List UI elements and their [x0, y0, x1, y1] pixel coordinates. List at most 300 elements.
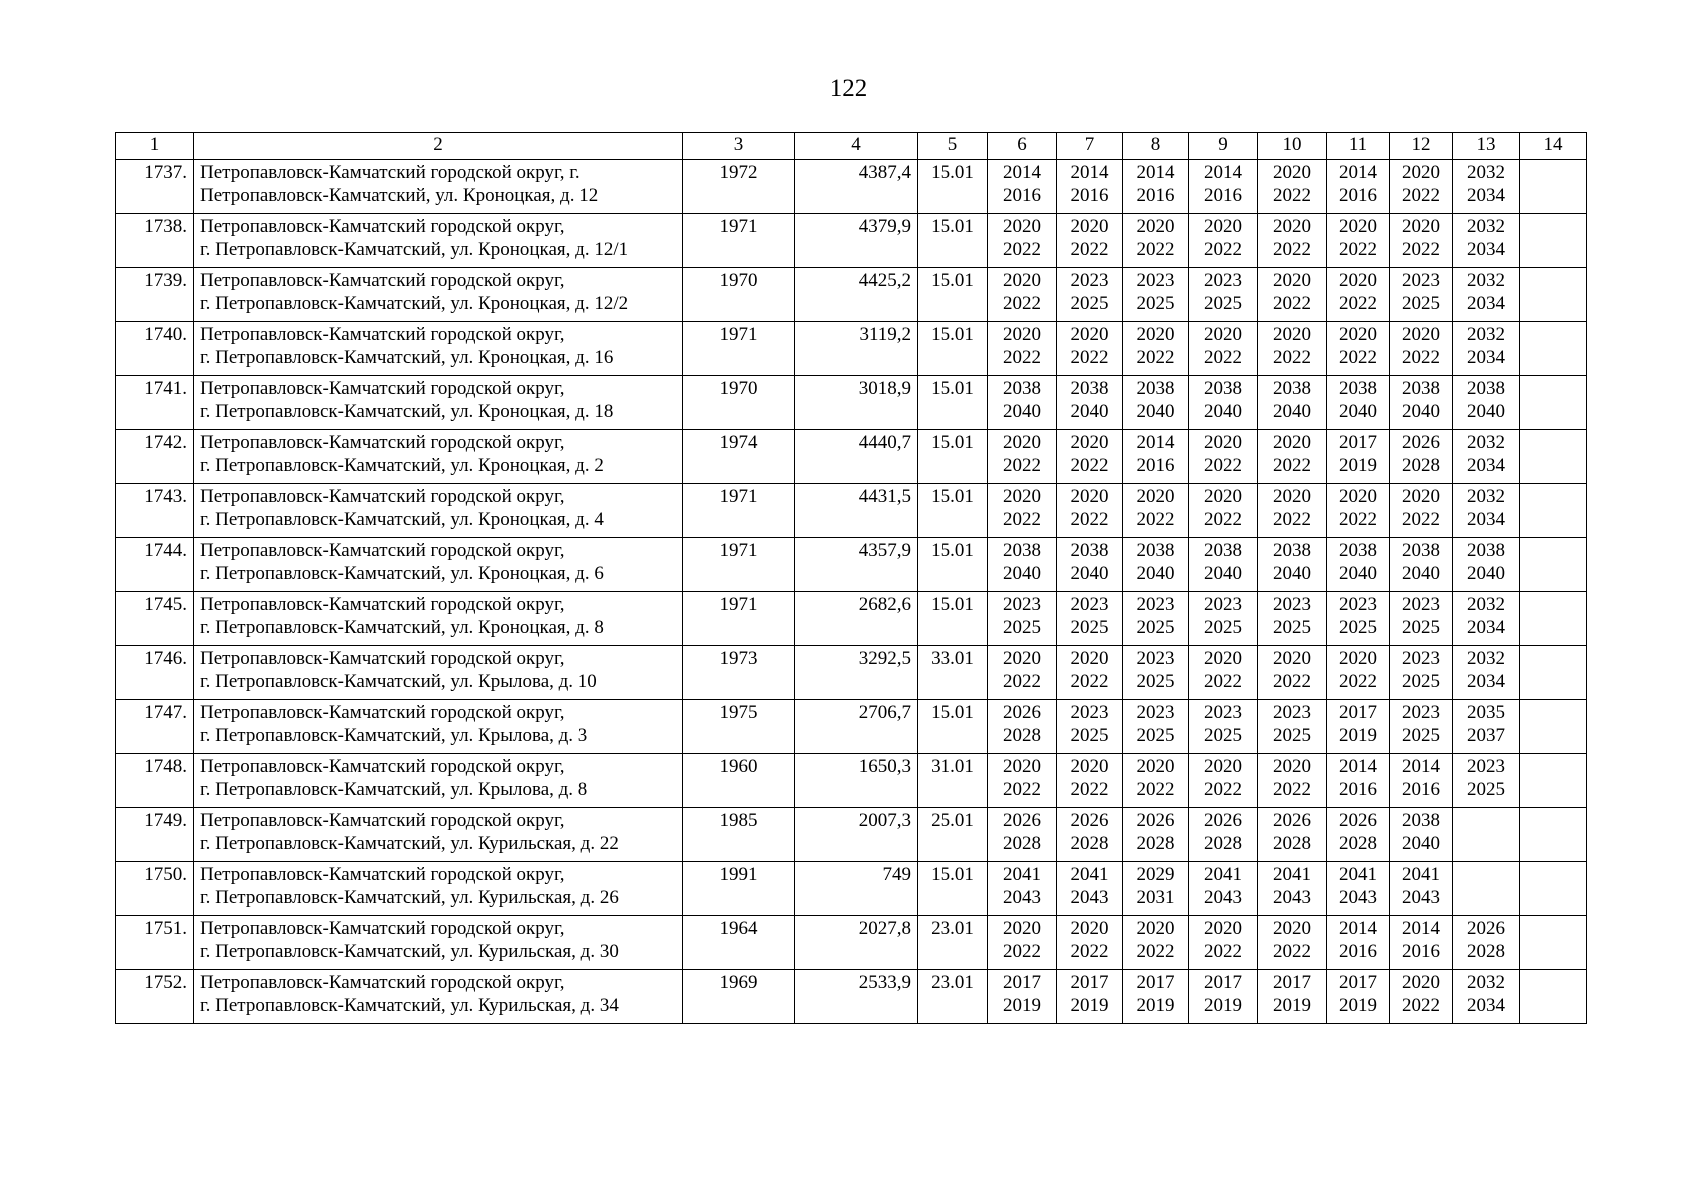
row-number: 1740. — [116, 322, 194, 376]
period-end: 2040 — [1204, 563, 1242, 584]
period-end: 2016 — [1339, 779, 1377, 800]
period-start: 2023 — [1402, 594, 1440, 615]
period-cell-7 — [1057, 322, 1123, 376]
period-end: 2040 — [1402, 563, 1440, 584]
period-cell-12 — [1390, 970, 1453, 1024]
period-cell-12 — [1390, 268, 1453, 322]
period-cell-13 — [1453, 916, 1520, 970]
period-cell-6 — [988, 970, 1057, 1024]
area: 2533,9 — [795, 970, 918, 1024]
area: 3119,2 — [795, 322, 918, 376]
period-cell-6 — [988, 484, 1057, 538]
period-start: 2020 — [1339, 270, 1377, 291]
period-end: 2022 — [1070, 671, 1109, 692]
code: 15.01 — [918, 268, 988, 322]
address-cell — [194, 808, 683, 862]
period-cell-6 — [988, 322, 1057, 376]
period-start: 2020 — [1273, 648, 1311, 669]
period-end: 2028 — [1339, 833, 1377, 854]
table-row — [116, 268, 1587, 322]
period-start: 2032 — [1467, 432, 1505, 453]
period-cell-13 — [1453, 268, 1520, 322]
period-cell-9 — [1189, 376, 1258, 430]
column-header-2: 2 — [194, 133, 683, 160]
address-line-2: Петропавловск-Камчатский, ул. Кроноцкая, д. 12 — [200, 185, 599, 206]
period-start: 2023 — [1273, 594, 1311, 615]
period-start: 2020 — [1204, 486, 1242, 507]
period-start: 2038 — [1070, 540, 1109, 561]
period-cell-11 — [1327, 592, 1390, 646]
period-end: 2025 — [1402, 671, 1440, 692]
period-start: 2020 — [1204, 756, 1242, 777]
period-cell-9 — [1189, 322, 1258, 376]
period-end: 2040 — [1136, 563, 1175, 584]
period-cell-13 — [1453, 970, 1520, 1024]
row-number: 1752. — [116, 970, 194, 1024]
period-end: 2022 — [1402, 995, 1440, 1016]
period-start: 2023 — [1070, 270, 1109, 291]
build-year: 1972 — [683, 160, 795, 214]
period-start: 2020 — [1003, 216, 1041, 237]
table-row — [116, 376, 1587, 430]
period-cell-14 — [1520, 646, 1587, 700]
period-start: 2038 — [1136, 540, 1175, 561]
period-end: 2043 — [1339, 887, 1377, 908]
row-number: 1738. — [116, 214, 194, 268]
period-start: 2020 — [1402, 216, 1440, 237]
period-cell-9 — [1189, 916, 1258, 970]
period-end: 2043 — [1273, 887, 1311, 908]
period-cell-12 — [1390, 700, 1453, 754]
period-end: 2025 — [1070, 617, 1109, 638]
period-cell-10 — [1258, 754, 1327, 808]
period-end: 2043 — [1402, 887, 1440, 908]
period-start: 2023 — [1339, 594, 1377, 615]
period-start: 2020 — [1003, 648, 1041, 669]
period-end: 2022 — [1003, 509, 1041, 530]
period-start: 2017 — [1136, 972, 1175, 993]
build-year: 1973 — [683, 646, 795, 700]
period-end: 2022 — [1003, 671, 1041, 692]
area: 3292,5 — [795, 646, 918, 700]
period-end: 2025 — [1070, 725, 1109, 746]
period-cell-11 — [1327, 862, 1390, 916]
period-end: 2040 — [1467, 563, 1505, 584]
period-cell-9 — [1189, 646, 1258, 700]
address-line-2: г. Петропавловск-Камчатский, ул. Кроноцкая, д. 12/1 — [200, 239, 629, 260]
row-number: 1743. — [116, 484, 194, 538]
period-end: 2016 — [1339, 941, 1377, 962]
row-number: 1749. — [116, 808, 194, 862]
period-cell-11 — [1327, 322, 1390, 376]
code: 15.01 — [918, 862, 988, 916]
area: 749 — [795, 862, 918, 916]
code: 31.01 — [918, 754, 988, 808]
period-cell-14 — [1520, 538, 1587, 592]
period-end: 2040 — [1070, 401, 1109, 422]
period-start: 2038 — [1467, 378, 1505, 399]
period-cell-9 — [1189, 754, 1258, 808]
address-line-2: г. Петропавловск-Камчатский, ул. Крылова, д. 10 — [200, 671, 597, 692]
period-cell-9 — [1189, 700, 1258, 754]
period-start: 2020 — [1003, 432, 1041, 453]
table-body — [116, 160, 1587, 1024]
build-year: 1974 — [683, 430, 795, 484]
period-start: 2020 — [1402, 162, 1440, 183]
period-end: 2022 — [1136, 347, 1175, 368]
period-end: 2034 — [1467, 185, 1505, 206]
period-cell-6 — [988, 862, 1057, 916]
period-cell-12 — [1390, 862, 1453, 916]
period-cell-10 — [1258, 214, 1327, 268]
period-start: 2020 — [1003, 486, 1041, 507]
period-start: 2014 — [1402, 756, 1440, 777]
period-cell-6 — [988, 808, 1057, 862]
column-header-5: 5 — [918, 133, 988, 160]
period-cell-10 — [1258, 592, 1327, 646]
build-year: 1970 — [683, 268, 795, 322]
registry-table — [115, 132, 1587, 1024]
period-cell-10 — [1258, 484, 1327, 538]
period-end: 2022 — [1273, 509, 1311, 530]
period-cell-12 — [1390, 214, 1453, 268]
period-end: 2043 — [1204, 887, 1242, 908]
column-header-13: 13 — [1453, 133, 1520, 160]
period-start: 2038 — [1273, 540, 1311, 561]
period-end: 2022 — [1339, 671, 1377, 692]
period-cell-7 — [1057, 646, 1123, 700]
code: 15.01 — [918, 322, 988, 376]
period-start: 2017 — [1273, 972, 1311, 993]
period-cell-12 — [1390, 808, 1453, 862]
period-end: 2019 — [1204, 995, 1242, 1016]
period-start: 2038 — [1003, 540, 1041, 561]
period-cell-7 — [1057, 214, 1123, 268]
period-start: 2032 — [1467, 216, 1505, 237]
period-cell-6 — [988, 376, 1057, 430]
period-end: 2034 — [1467, 995, 1505, 1016]
period-start: 2020 — [1273, 918, 1311, 939]
period-cell-10 — [1258, 322, 1327, 376]
period-cell-7 — [1057, 862, 1123, 916]
address-line-2: г. Петропавловск-Камчатский, ул. Кроноцкая, д. 12/2 — [200, 293, 629, 314]
period-cell-9 — [1189, 160, 1258, 214]
period-end: 2016 — [1003, 185, 1041, 206]
period-start: 2035 — [1467, 702, 1505, 723]
code: 15.01 — [918, 538, 988, 592]
table-row — [116, 484, 1587, 538]
row-number: 1748. — [116, 754, 194, 808]
period-cell-10 — [1258, 376, 1327, 430]
column-header-4: 4 — [795, 133, 918, 160]
period-start: 2029 — [1136, 864, 1175, 885]
period-cell-9 — [1189, 970, 1258, 1024]
address-line-2: г. Петропавловск-Камчатский, ул. Кроноцкая, д. 6 — [200, 563, 604, 584]
period-cell-8 — [1123, 592, 1189, 646]
period-start: 2023 — [1204, 594, 1242, 615]
period-end: 2025 — [1273, 725, 1311, 746]
period-cell-7 — [1057, 484, 1123, 538]
address-line-1: Петропавловск-Камчатский городской округ, — [200, 810, 565, 831]
period-start: 2014 — [1339, 756, 1377, 777]
period-start: 2038 — [1467, 540, 1505, 561]
period-cell-8 — [1123, 376, 1189, 430]
period-end: 2022 — [1136, 941, 1175, 962]
period-start: 2032 — [1467, 972, 1505, 993]
build-year: 1975 — [683, 700, 795, 754]
period-end: 2022 — [1402, 185, 1440, 206]
period-cell-9 — [1189, 214, 1258, 268]
period-start: 2023 — [1070, 594, 1109, 615]
period-cell-6 — [988, 214, 1057, 268]
period-end: 2022 — [1003, 779, 1041, 800]
period-cell-11 — [1327, 700, 1390, 754]
column-header-9: 9 — [1189, 133, 1258, 160]
area: 2706,7 — [795, 700, 918, 754]
period-start: 2020 — [1136, 756, 1175, 777]
period-end: 2019 — [1339, 725, 1377, 746]
address-cell — [194, 322, 683, 376]
period-end: 2028 — [1467, 941, 1505, 962]
build-year: 1971 — [683, 592, 795, 646]
period-end: 2040 — [1273, 401, 1311, 422]
address-line-1: Петропавловск-Камчатский городской округ, — [200, 702, 565, 723]
period-cell-6 — [988, 160, 1057, 214]
address-cell — [194, 592, 683, 646]
row-number: 1746. — [116, 646, 194, 700]
address-line-1: Петропавловск-Камчатский городской округ, — [200, 378, 565, 399]
period-cell-11 — [1327, 538, 1390, 592]
period-start: 2020 — [1273, 486, 1311, 507]
period-start: 2023 — [1402, 648, 1440, 669]
code: 23.01 — [918, 970, 988, 1024]
period-cell-13 — [1453, 808, 1520, 862]
period-start: 2032 — [1467, 594, 1505, 615]
area: 2027,8 — [795, 916, 918, 970]
build-year: 1964 — [683, 916, 795, 970]
area: 4440,7 — [795, 430, 918, 484]
period-start: 2038 — [1339, 540, 1377, 561]
code: 15.01 — [918, 376, 988, 430]
address-cell — [194, 268, 683, 322]
period-cell-10 — [1258, 160, 1327, 214]
period-start: 2038 — [1204, 378, 1242, 399]
code: 15.01 — [918, 430, 988, 484]
period-cell-8 — [1123, 646, 1189, 700]
table-row — [116, 700, 1587, 754]
period-cell-14 — [1520, 484, 1587, 538]
period-cell-6 — [988, 538, 1057, 592]
period-cell-13 — [1453, 484, 1520, 538]
period-start: 2020 — [1003, 918, 1041, 939]
period-end: 2022 — [1136, 779, 1175, 800]
period-end: 2028 — [1070, 833, 1109, 854]
period-end: 2022 — [1402, 239, 1440, 260]
period-cell-11 — [1327, 214, 1390, 268]
address-line-2: г. Петропавловск-Камчатский, ул. Курильская, д. 22 — [200, 833, 619, 854]
build-year: 1971 — [683, 484, 795, 538]
period-cell-9 — [1189, 862, 1258, 916]
table-row — [116, 808, 1587, 862]
address-cell — [194, 376, 683, 430]
period-end: 2025 — [1136, 725, 1175, 746]
period-end: 2019 — [1136, 995, 1175, 1016]
period-cell-7 — [1057, 916, 1123, 970]
address-line-1: Петропавловск-Камчатский городской округ, — [200, 540, 565, 561]
period-start: 2023 — [1273, 702, 1311, 723]
table-row — [116, 214, 1587, 268]
period-end: 2022 — [1003, 293, 1041, 314]
period-start: 2038 — [1339, 378, 1377, 399]
period-end: 2040 — [1339, 563, 1377, 584]
period-start: 2038 — [1402, 378, 1440, 399]
build-year: 1971 — [683, 214, 795, 268]
period-cell-11 — [1327, 268, 1390, 322]
table-row — [116, 970, 1587, 1024]
period-end: 2022 — [1204, 941, 1242, 962]
period-start: 2017 — [1339, 972, 1377, 993]
address-line-1: Петропавловск-Камчатский городской округ, г. — [200, 162, 580, 183]
build-year: 1960 — [683, 754, 795, 808]
period-end: 2034 — [1467, 509, 1505, 530]
period-end: 2022 — [1003, 347, 1041, 368]
period-end: 2022 — [1204, 455, 1242, 476]
period-start: 2020 — [1273, 324, 1311, 345]
build-year: 1971 — [683, 322, 795, 376]
period-end: 2022 — [1339, 347, 1377, 368]
period-cell-10 — [1258, 970, 1327, 1024]
build-year: 1970 — [683, 376, 795, 430]
period-start: 2038 — [1273, 378, 1311, 399]
period-start: 2026 — [1339, 810, 1377, 831]
period-cell-14 — [1520, 862, 1587, 916]
period-start: 2023 — [1136, 702, 1175, 723]
period-cell-13 — [1453, 538, 1520, 592]
period-start: 2020 — [1273, 432, 1311, 453]
period-end: 2022 — [1070, 455, 1109, 476]
address-cell — [194, 916, 683, 970]
address-cell — [194, 754, 683, 808]
period-start: 2023 — [1070, 702, 1109, 723]
period-start: 2020 — [1402, 486, 1440, 507]
period-end: 2040 — [1402, 401, 1440, 422]
period-cell-13 — [1453, 700, 1520, 754]
table-row — [116, 646, 1587, 700]
period-cell-6 — [988, 700, 1057, 754]
period-end: 2022 — [1273, 455, 1311, 476]
period-start: 2020 — [1070, 432, 1109, 453]
period-end: 2025 — [1003, 617, 1041, 638]
period-end: 2025 — [1273, 617, 1311, 638]
code: 15.01 — [918, 214, 988, 268]
column-header-1: 1 — [116, 133, 194, 160]
period-cell-9 — [1189, 592, 1258, 646]
address-line-1: Петропавловск-Камчатский городской округ, — [200, 594, 565, 615]
period-cell-8 — [1123, 268, 1189, 322]
period-cell-9 — [1189, 484, 1258, 538]
period-end: 2025 — [1136, 617, 1175, 638]
period-end: 2022 — [1136, 509, 1175, 530]
period-end: 2025 — [1339, 617, 1377, 638]
period-cell-8 — [1123, 916, 1189, 970]
period-cell-14 — [1520, 970, 1587, 1024]
period-start: 2020 — [1136, 918, 1175, 939]
period-end: 2022 — [1402, 347, 1440, 368]
period-cell-8 — [1123, 754, 1189, 808]
period-start: 2014 — [1003, 162, 1041, 183]
period-cell-13 — [1453, 214, 1520, 268]
period-end: 2022 — [1273, 941, 1311, 962]
period-end: 2022 — [1070, 347, 1109, 368]
period-cell-6 — [988, 592, 1057, 646]
period-start: 2038 — [1402, 810, 1440, 831]
period-cell-12 — [1390, 376, 1453, 430]
period-cell-8 — [1123, 808, 1189, 862]
period-cell-7 — [1057, 700, 1123, 754]
period-end: 2022 — [1070, 779, 1109, 800]
address-line-1: Петропавловск-Камчатский городской округ, — [200, 486, 565, 507]
period-end: 2022 — [1339, 239, 1377, 260]
address-line-1: Петропавловск-Камчатский городской округ, — [200, 918, 565, 939]
period-cell-12 — [1390, 322, 1453, 376]
period-end: 2040 — [1003, 401, 1041, 422]
period-cell-8 — [1123, 430, 1189, 484]
period-cell-12 — [1390, 646, 1453, 700]
period-end: 2022 — [1070, 239, 1109, 260]
period-start: 2026 — [1402, 432, 1440, 453]
period-end: 2022 — [1204, 347, 1242, 368]
period-end: 2022 — [1402, 509, 1440, 530]
row-number: 1739. — [116, 268, 194, 322]
address-cell — [194, 160, 683, 214]
period-cell-7 — [1057, 538, 1123, 592]
row-number: 1744. — [116, 538, 194, 592]
period-start: 2041 — [1273, 864, 1311, 885]
address-line-2: г. Петропавловск-Камчатский, ул. Кроноцкая, д. 2 — [200, 455, 604, 476]
period-cell-12 — [1390, 754, 1453, 808]
period-cell-7 — [1057, 754, 1123, 808]
period-start: 2032 — [1467, 270, 1505, 291]
period-cell-12 — [1390, 484, 1453, 538]
period-cell-14 — [1520, 916, 1587, 970]
period-start: 2014 — [1339, 162, 1377, 183]
period-start: 2020 — [1003, 324, 1041, 345]
table-row — [116, 160, 1587, 214]
period-start: 2026 — [1070, 810, 1109, 831]
period-start: 2014 — [1402, 918, 1440, 939]
column-header-7: 7 — [1057, 133, 1123, 160]
table-row — [116, 592, 1587, 646]
period-cell-10 — [1258, 862, 1327, 916]
address-line-1: Петропавловск-Камчатский городской округ, — [200, 216, 565, 237]
address-line-1: Петропавловск-Камчатский городской округ, — [200, 648, 565, 669]
period-start: 2014 — [1136, 162, 1175, 183]
period-end: 2028 — [1204, 833, 1242, 854]
period-start: 2020 — [1070, 756, 1109, 777]
period-cell-13 — [1453, 862, 1520, 916]
period-cell-12 — [1390, 592, 1453, 646]
column-header-6: 6 — [988, 133, 1057, 160]
period-cell-7 — [1057, 160, 1123, 214]
period-cell-11 — [1327, 484, 1390, 538]
period-cell-6 — [988, 430, 1057, 484]
code: 15.01 — [918, 592, 988, 646]
period-end: 2025 — [1136, 293, 1175, 314]
table-row — [116, 916, 1587, 970]
code: 25.01 — [918, 808, 988, 862]
address-line-2: г. Петропавловск-Камчатский, ул. Кроноцкая, д. 4 — [200, 509, 604, 530]
period-cell-14 — [1520, 700, 1587, 754]
